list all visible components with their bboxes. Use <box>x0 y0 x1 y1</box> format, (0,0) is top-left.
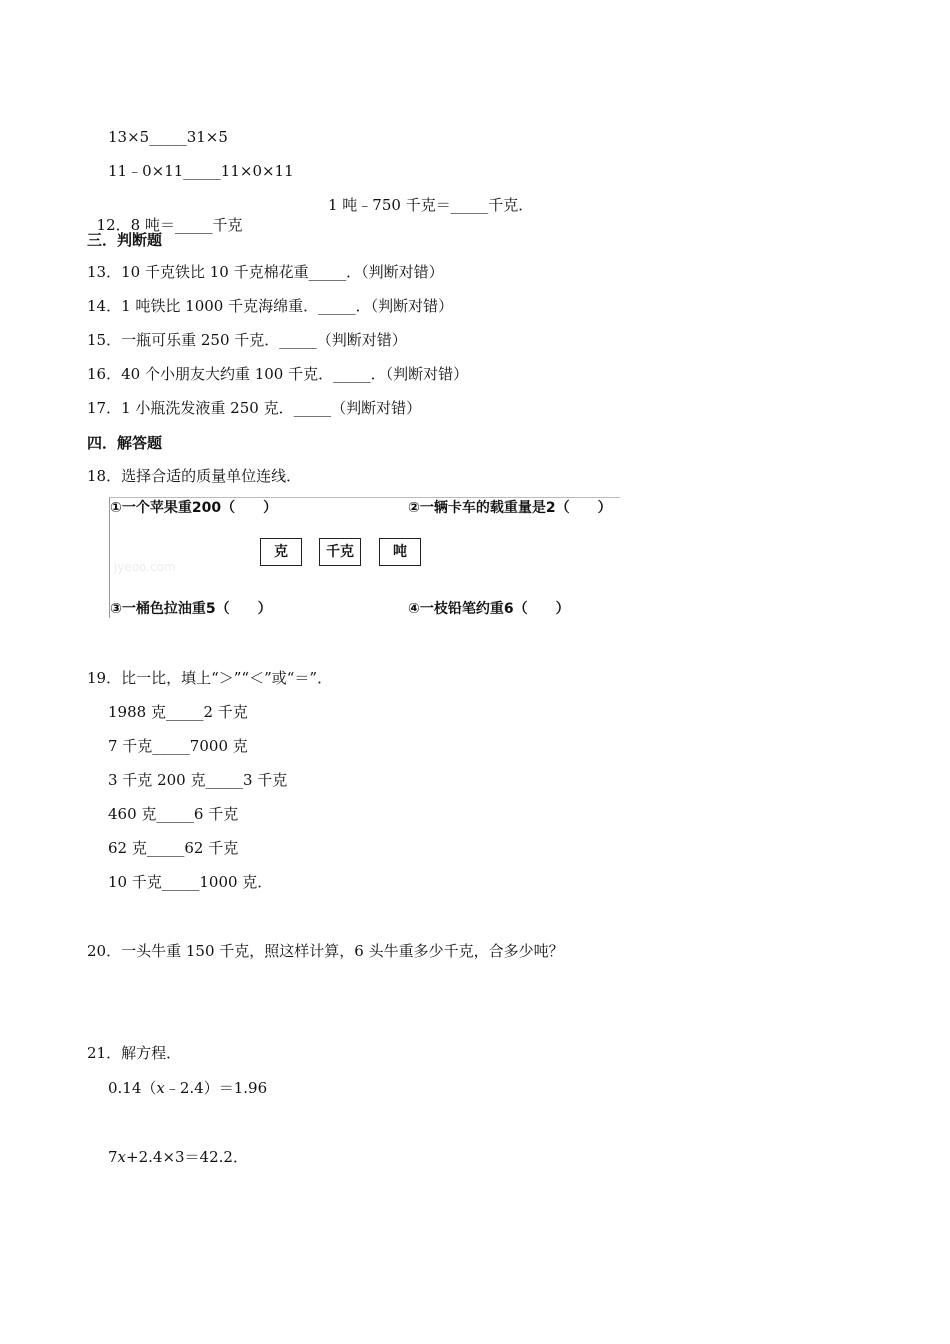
question-number: 15． <box>87 331 122 349</box>
unit-matching-figure <box>109 497 620 618</box>
watermark: jyeoo.com <box>114 560 176 574</box>
question-18 <box>87 466 301 486</box>
q19-line-4: 460 克_____6 千克 <box>108 805 239 823</box>
unit-box-kilogram: 千克 <box>319 538 361 566</box>
question-12 <box>87 195 242 235</box>
question-number: 17． <box>87 399 122 417</box>
equation-part: +2.4×3＝42.2． <box>126 1148 248 1166</box>
comparison-line-2: 11﹣0×11_____11×0×11 <box>108 162 294 180</box>
q19-line-3: 3 千克 200 克_____3 千克 <box>108 771 288 789</box>
question-21 <box>87 1043 181 1063</box>
q19-line-1: 1988 克_____2 千克 <box>108 703 248 721</box>
q12-part1: 8 吨＝_____千克 <box>130 216 243 234</box>
q19-line-2: 7 千克_____7000 克 <box>108 737 248 755</box>
unit-box-ton: 吨 <box>379 538 421 566</box>
question-number: 19． <box>87 669 122 687</box>
q19-line-6: 10 千克_____1000 克． <box>108 873 273 891</box>
question-number: 16． <box>87 365 122 383</box>
equation-part: 7 <box>108 1148 118 1166</box>
question-number: 18． <box>87 467 122 485</box>
figure-item-pencil: ④一枝铅笔约重6（ ） <box>408 601 570 617</box>
figure-item-truck: ②一辆卡车的载重量是2（ ） <box>408 500 612 516</box>
question-number: 13． <box>87 263 122 281</box>
question-20 <box>87 941 564 961</box>
equation-part: ﹣2.4）＝1.96 <box>164 1079 268 1097</box>
question-text: 40 个小朋友大约重 100 千克．_____．（判断对错） <box>121 365 469 383</box>
question-number: 21． <box>87 1044 122 1062</box>
figure-item-apple: ①一个苹果重200（ ） <box>110 500 278 516</box>
question-19 <box>87 668 332 688</box>
equation-1 <box>108 1078 267 1098</box>
q12-part2: 1 吨﹣750 千克＝_____千克． <box>328 196 534 214</box>
question-number: 12． <box>96 216 131 234</box>
question-15 <box>87 330 407 350</box>
question-text: 比一比，填上“＞”“＜”或“＝”． <box>121 669 333 687</box>
question-text: 解方程． <box>121 1044 182 1062</box>
question-text: 选择合适的质量单位连线． <box>121 467 302 485</box>
question-number: 14． <box>87 297 122 315</box>
q19-line-5: 62 克_____62 千克 <box>108 839 239 857</box>
equation-variable: x <box>156 1079 165 1097</box>
question-text: 1 吨铁比 1000 千克海绵重．_____．（判断对错） <box>121 297 454 315</box>
comparison-line-1: 13×5_____31×5 <box>108 128 228 146</box>
question-text: 10 千克铁比 10 千克棉花重_____．（判断对错） <box>121 263 444 281</box>
question-text: 一头牛重 150 千克，照这样计算，6 头牛重多少千克，合多少吨？ <box>121 942 564 960</box>
equation-part: 0.14（ <box>108 1079 157 1097</box>
question-text: 一瓶可乐重 250 千克．_____（判断对错） <box>121 331 407 349</box>
equation-2 <box>108 1147 248 1167</box>
question-16 <box>87 364 468 384</box>
equation-variable: x <box>117 1148 127 1166</box>
figure-item-oil: ③一桶色拉油重5（ ） <box>110 601 272 617</box>
section-title-answer: 四．解答题 <box>87 434 163 452</box>
question-17 <box>87 398 421 418</box>
question-text: 1 小瓶洗发液重 250 克．_____（判断对错） <box>121 399 422 417</box>
question-13 <box>87 262 444 282</box>
question-number: 20． <box>87 942 122 960</box>
question-14 <box>87 296 453 316</box>
unit-box-gram: 克 <box>260 538 302 566</box>
section-title-judgement: 三．判断题 <box>87 231 163 249</box>
